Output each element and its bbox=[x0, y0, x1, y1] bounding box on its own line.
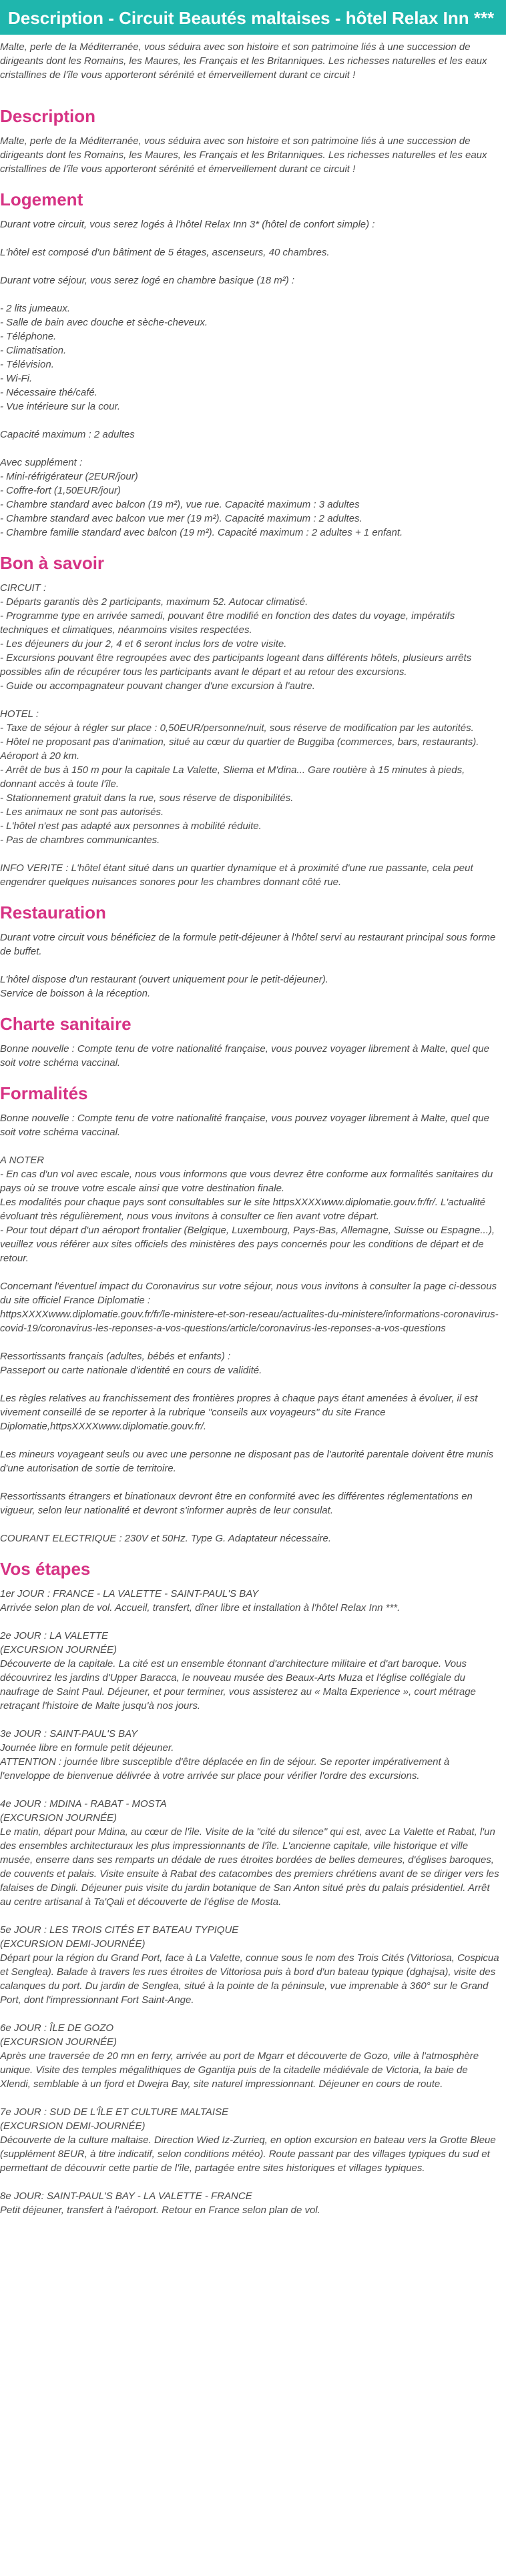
section-text-line: - L'hôtel n'est pas adapté aux personnes à mobilité réduite. bbox=[0, 820, 262, 832]
section-text-line: (EXCURSION JOURNÉE) bbox=[0, 1644, 117, 1656]
section-text-line bbox=[0, 1615, 501, 1629]
section-text-line: - Nécessaire thé/café. bbox=[0, 387, 97, 398]
section-text-line: - Guide ou accompagnateur pouvant changer d'une excursion à l'autre. bbox=[0, 680, 315, 692]
section-text-line: - Coffre-fort (1,50EUR/jour) bbox=[0, 485, 121, 496]
section-text-line bbox=[0, 1377, 501, 1391]
section-text-line: Arrivée selon plan de vol. Accueil, transfert, dîner libre et installation à l'hôtel Relax Inn ***. bbox=[0, 1602, 401, 1614]
section-text-line: Les règles relatives au franchissement des frontières propres à chaque pays étant amenées à évoluer, il est vivement conseillé de se reporter à la rubrique "conseils aux voyageurs" du site France Diplomatie,httpsXXXXwww.diplomatie.gouv.fr/. bbox=[0, 1393, 478, 1432]
section-text-line: - Stationnement gratuit dans la rue, sous réserve de disponibilités. bbox=[0, 792, 294, 804]
section-text-line bbox=[0, 259, 501, 273]
section-text-line bbox=[0, 847, 501, 861]
section-text-line: - En cas d'un vol avec escale, nous vous informons que vous devrez être conforme aux formalités sanitaires du pays où se trouve votre escale ainsi que votre destination finale. bbox=[0, 1169, 493, 1194]
section-text-line: - Départs garantis dès 2 participants, maximum 52. Autocar climatisé. bbox=[0, 596, 308, 608]
section-text-line: Découverte de la culture maltaise. Direction Wied Iz-Zurrieq, en option excursion en bateau vers la Grotte Bleue (supplément 8EUR, à titre indicatif, selon conditions météo). Route passant par des villages typiques du sud et permettant de découvrir cette partie de l'île, partagée entre sites historiques et villages typiques. bbox=[0, 2134, 496, 2174]
section-text-line: 6e JOUR : ÎLE DE GOZO bbox=[0, 2022, 114, 2034]
section-text-line bbox=[0, 414, 501, 428]
section-text-line bbox=[0, 231, 501, 245]
section-text-line: - Télévision. bbox=[0, 359, 54, 370]
section-text-line: 5e JOUR : LES TROIS CITÉS ET BATEAU TYPIQUE bbox=[0, 1924, 239, 1936]
page-title: Description - Circuit Beautés maltaises - hôtel Relax Inn *** bbox=[8, 8, 495, 28]
section-text-line: 8e JOUR: SAINT-PAUL'S BAY - LA VALETTE - FRANCE bbox=[0, 2190, 252, 2202]
section-heading: Description bbox=[0, 106, 96, 126]
section-text-line: Journée libre en formule petit déjeuner. bbox=[0, 1742, 174, 1754]
section-text-line: Durant votre circuit, vous serez logés à l'hôtel Relax Inn 3* (hôtel de confort simple) : bbox=[0, 219, 375, 230]
section-text-line bbox=[0, 1139, 501, 1153]
section-text-line: Durant votre séjour, vous serez logé en chambre basique (18 m²) : bbox=[0, 275, 295, 286]
section-text-line: L'hôtel dispose d'un restaurant (ouvert uniquement pour le petit-déjeuner). bbox=[0, 974, 328, 985]
section-text-line bbox=[0, 1713, 501, 1727]
section-text-line: - Taxe de séjour à régler sur place : 0,50EUR/personne/nuit, sous réserve de modification par les autorités. bbox=[0, 722, 474, 734]
section-text-line: 2e JOUR : LA VALETTE bbox=[0, 1630, 109, 1642]
section-heading: Restauration bbox=[0, 902, 106, 922]
section-text-line: 4e JOUR : MDINA - RABAT - MOSTA bbox=[0, 1798, 167, 1810]
section-text-line: Passeport ou carte nationale d'identité en cours de validité. bbox=[0, 1365, 262, 1376]
section-text-line: (EXCURSION DEMI-JOURNÉE) bbox=[0, 1938, 146, 1950]
section-text-line: - Excursions pouvant être regroupées avec des participants logeant dans différents hôtels, plusieurs arrêts possibles afin de récupérer tous les participants avant le départ et au retour des excursions. bbox=[0, 652, 472, 678]
section-text-line bbox=[0, 1335, 501, 1349]
section-formalit-s bbox=[0, 1083, 501, 1545]
section-text-line: - Vue intérieure sur la cour. bbox=[0, 401, 121, 412]
section-text-line: (EXCURSION JOURNÉE) bbox=[0, 1812, 117, 1824]
section-text-line: Malte, perle de la Méditerranée, vous séduira avec son histoire et son patrimoine liés à une succession de dirigeants dont les Romains, les Maures, les Français et les Britanniques. Les richesses naturelles et les eaux cristallines de l'île vous apporteront sérénité et émerveillement durant ce circuit ! bbox=[0, 135, 487, 175]
section-text-line: COURANT ELECTRIQUE : 230V et 50Hz. Type G. Adaptateur nécessaire. bbox=[0, 1533, 332, 1544]
section-text-line: 7e JOUR : SUD DE L'ÎLE ET CULTURE MALTAISE bbox=[0, 2106, 229, 2118]
section-text-line bbox=[0, 287, 501, 301]
section-text-line: Service de boisson à la réception. bbox=[0, 988, 151, 999]
section-text-line bbox=[0, 2175, 501, 2189]
section-text-line bbox=[0, 1265, 501, 1279]
section-text-line: - Pas de chambres communicantes. bbox=[0, 834, 160, 846]
section-text-line: 3e JOUR : SAINT-PAUL'S BAY bbox=[0, 1728, 138, 1740]
section-text-line: - Chambre famille standard avec balcon (19 m²). Capacité maximum : 2 adultes + 1 enfant. bbox=[0, 527, 403, 538]
section-text-line: Départ pour la région du Grand Port, face à La Valette, connue sous le nom des Trois Cités (Vittoriosa, Cospicua et Senglea). Balade à travers les rues étroites de Vittoriosa puis à bord d'un bateau typique (dghajsa), visite des calanques du port. Du jardin de Senglea, situé à la pointe de la péninsule, vue imprenable à 360° sur le Grand Port, dont l'impressionnant Fort Saint-Ange. bbox=[0, 1952, 499, 2006]
section-text-line: - 2 lits jumeaux. bbox=[0, 303, 71, 314]
section-text-line: CIRCUIT : bbox=[0, 582, 47, 594]
section-text-line: Avec supplément : bbox=[0, 457, 83, 468]
section-text-line: Ressortissants étrangers et binationaux devront être en conformité avec les différentes réglementations en vigueur, selon leur nationalité et devront s'informer auprès de leur consulat. bbox=[0, 1491, 473, 1516]
section-text-line bbox=[0, 1475, 501, 1489]
section-text-line: Ressortissants français (adultes, bébés et enfants) : bbox=[0, 1351, 231, 1362]
section-text-line bbox=[0, 1783, 501, 1797]
section-text-line: Les mineurs voyageant seuls ou avec une personne ne disposant pas de l'autorité parentale doivent être munis d'une autorisation de sortie de territoire. bbox=[0, 1449, 494, 1474]
section-text-line: - Les animaux ne sont pas autorisés. bbox=[0, 806, 164, 818]
section-text-line: httpsXXXXwww.diplomatie.gouv.fr/fr/le-ministere-et-son-reseau/actualites-du-ministere/informations-coronavirus-covid-19/coronavirus-les-reponses-a-vos-questions/article/coronavirus-les-reponses-a-vos-questions bbox=[0, 1309, 499, 1334]
section-text-line: INFO VERITE : L'hôtel étant situé dans un quartier dynamique et à proximité d'une rue passante, cela peut engendrer quelques nuisances sonores pour les chambres donnant côté rue. bbox=[0, 862, 473, 888]
section-text-line: - Téléphone. bbox=[0, 331, 57, 342]
section-text-line: - Mini-réfrigérateur (2EUR/jour) bbox=[0, 471, 138, 482]
section-logement bbox=[0, 189, 501, 540]
section-restauration bbox=[0, 902, 501, 1001]
section-text-line: Durant votre circuit vous bénéficiez de la formule petit-déjeuner à l'hôtel servi au restaurant principal sous forme de buffet. bbox=[0, 932, 496, 957]
section-text-line: Après une traversée de 20 mn en ferry, arrivée au port de Mgarr et découverte de Gozo, ville à l'atmosphère unique. Visite des temples mégalithiques de Ggantija puis de la citadelle médiévale de Victoria, la baie de Xlendi, semblable à un fjord et Dwejra Bay, site naturel impressionnant. Déjeuner en cours de route. bbox=[0, 2050, 479, 2090]
section-text-line: - Arrêt de bus à 150 m pour la capitale La Valette, Sliema et M'dina... Gare routière à 15 minutes à pieds, donnant accès à toute l'île. bbox=[0, 764, 465, 790]
intro-paragraph: Malte, perle de la Méditerranée, vous séduira avec son histoire et son patrimoine liés à une succession de dirigeants dont les Romains, les Maures, les Français et les Britanniques. Les richesses naturelles et les eaux cristallines de l'île vous apporteront sérénité et émerveillement durant ce circuit ! bbox=[0, 41, 487, 81]
section-vos-tapes bbox=[0, 1559, 501, 2217]
section-text-line: Découverte de la capitale. La cité est un ensemble étonnant d'architecture militaire et d'art baroque. Vous découvrirez les jardins d'Upper Baracca, le nouveau musée des Beaux-Arts Muza et l'église collégiale du naufrage de Saint Paul. Déjeuner, et pour terminer, vous assisterez au « Malta Experience », court métrage retraçant l'histoire de Malte jusqu'à nos jours. bbox=[0, 1658, 476, 1712]
section-text-line: - Pour tout départ d'un aéroport frontalier (Belgique, Luxembourg, Pays-Bas, Allemagne, Suisse ou Espagne...), veuillez vous référer aux sites officiels des ministères des pays concernés pour les conditions de départ et de retour. bbox=[0, 1225, 495, 1264]
section-heading: Logement bbox=[0, 189, 83, 209]
section-text-line: Les modalités pour chaque pays sont consultables sur le site httpsXXXXwww.diplomatie.gouv.fr/fr/. L'actualité évoluant très régulièrement, nous vous invitons à consulter ce lien avant votre départ. bbox=[0, 1197, 486, 1222]
section-heading: Charte sanitaire bbox=[0, 1014, 132, 1034]
section-text-line bbox=[0, 1909, 501, 1923]
section-text-line: Capacité maximum : 2 adultes bbox=[0, 429, 135, 440]
section-heading: Formalités bbox=[0, 1083, 88, 1103]
section-text-line: (EXCURSION JOURNÉE) bbox=[0, 2036, 117, 2048]
section-text-line: Concernant l'éventuel impact du Coronavirus sur votre séjour, nous vous invitons à consulter la page ci-dessous du site officiel France Diplomatie : bbox=[0, 1281, 497, 1306]
section-text-line bbox=[0, 442, 501, 456]
section-text-line: - Les déjeuners du jour 2, 4 et 6 seront inclus lors de votre visite. bbox=[0, 638, 287, 650]
section-text-line: - Wi-Fi. bbox=[0, 373, 33, 384]
section-text-line: Le matin, départ pour Mdina, au cœur de l'île. Visite de la "cité du silence" qui est, avec La Valette et Rabat, l'un des ensembles architecturaux les plus impressionnants de l'île. L'ancienne capitale, ville historique et ville musée, enserre dans ses remparts un dédale de rues étroites bordées de belles demeures, d'églises baroques, de couvents et palais. Visite ensuite à Rabat des catacombes des premiers chrétiens avant de se diriger vers les falaises de Dingli. Déjeuner puis visite du jardin botanique de San Anton situé près du palais présidentiel. Arrêt au centre artisanal à Ta'Qali et découverte de l'église de Mosta. bbox=[0, 1826, 499, 1908]
sections-container bbox=[0, 106, 501, 2217]
section-text-line: - Chambre standard avec balcon (19 m²), vue rue. Capacité maximum : 3 adultes bbox=[0, 499, 360, 510]
section-text-line bbox=[0, 2007, 501, 2021]
section-text-line: ATTENTION : journée libre susceptible d'être déplacée en fin de séjour. Se reporter impérativement à l'enveloppe de bienvenue délivrée à votre arrivée sur place pour vérifier l'ordre des excursions. bbox=[0, 1756, 450, 1782]
section-text-line: - Salle de bain avec douche et sèche-cheveux. bbox=[0, 317, 208, 328]
section-text-line: A NOTER bbox=[0, 1155, 45, 1166]
section-text-line: (EXCURSION DEMI-JOURNÉE) bbox=[0, 2120, 146, 2132]
section-text-line: - Hôtel ne proposant pas d'animation, situé au cœur du quartier de Buggiba (commerces, bars, restaurants). Aéroport à 20 km. bbox=[0, 736, 479, 762]
section-text-line: HOTEL : bbox=[0, 708, 39, 720]
section-heading: Vos étapes bbox=[0, 1559, 91, 1579]
section-text-line bbox=[0, 2091, 501, 2105]
section-text-line bbox=[0, 958, 501, 973]
section-text-line: 1er JOUR : FRANCE - LA VALETTE - SAINT-PAUL'S BAY bbox=[0, 1588, 259, 1599]
section-text-line: - Programme type en arrivée samedi, pouvant être modifié en fonction des dates du voyage, impératifs techniques et climatiques, néanmoins visites respectées. bbox=[0, 610, 455, 636]
section-text-line: L'hôtel est composé d'un bâtiment de 5 étages, ascenseurs, 40 chambres. bbox=[0, 247, 330, 258]
page-title-banner bbox=[0, 0, 506, 35]
section-description bbox=[0, 106, 501, 176]
section-text-line: Bonne nouvelle : Compte tenu de votre nationalité française, vous pouvez voyager librement à Malte, quel que soit votre schéma vaccinal. bbox=[0, 1043, 489, 1069]
section-text-line: Petit déjeuner, transfert à l'aéroport. Retour en France selon plan de vol. bbox=[0, 2204, 320, 2216]
section-text-line: Bonne nouvelle : Compte tenu de votre nationalité française, vous pouvez voyager librement à Malte, quel que soit votre schéma vaccinal. bbox=[0, 1113, 489, 1138]
section-text-line bbox=[0, 693, 501, 707]
section-charte-sanitaire bbox=[0, 1014, 501, 1070]
section-text-line bbox=[0, 1433, 501, 1447]
main-content bbox=[0, 40, 506, 2217]
section-text-line bbox=[0, 1517, 501, 1531]
section-text-line: - Climatisation. bbox=[0, 345, 67, 356]
section-bon-savoir bbox=[0, 553, 501, 889]
section-heading: Bon à savoir bbox=[0, 553, 105, 573]
section-text-line: - Chambre standard avec balcon vue mer (19 m²). Capacité maximum : 2 adultes. bbox=[0, 513, 362, 524]
